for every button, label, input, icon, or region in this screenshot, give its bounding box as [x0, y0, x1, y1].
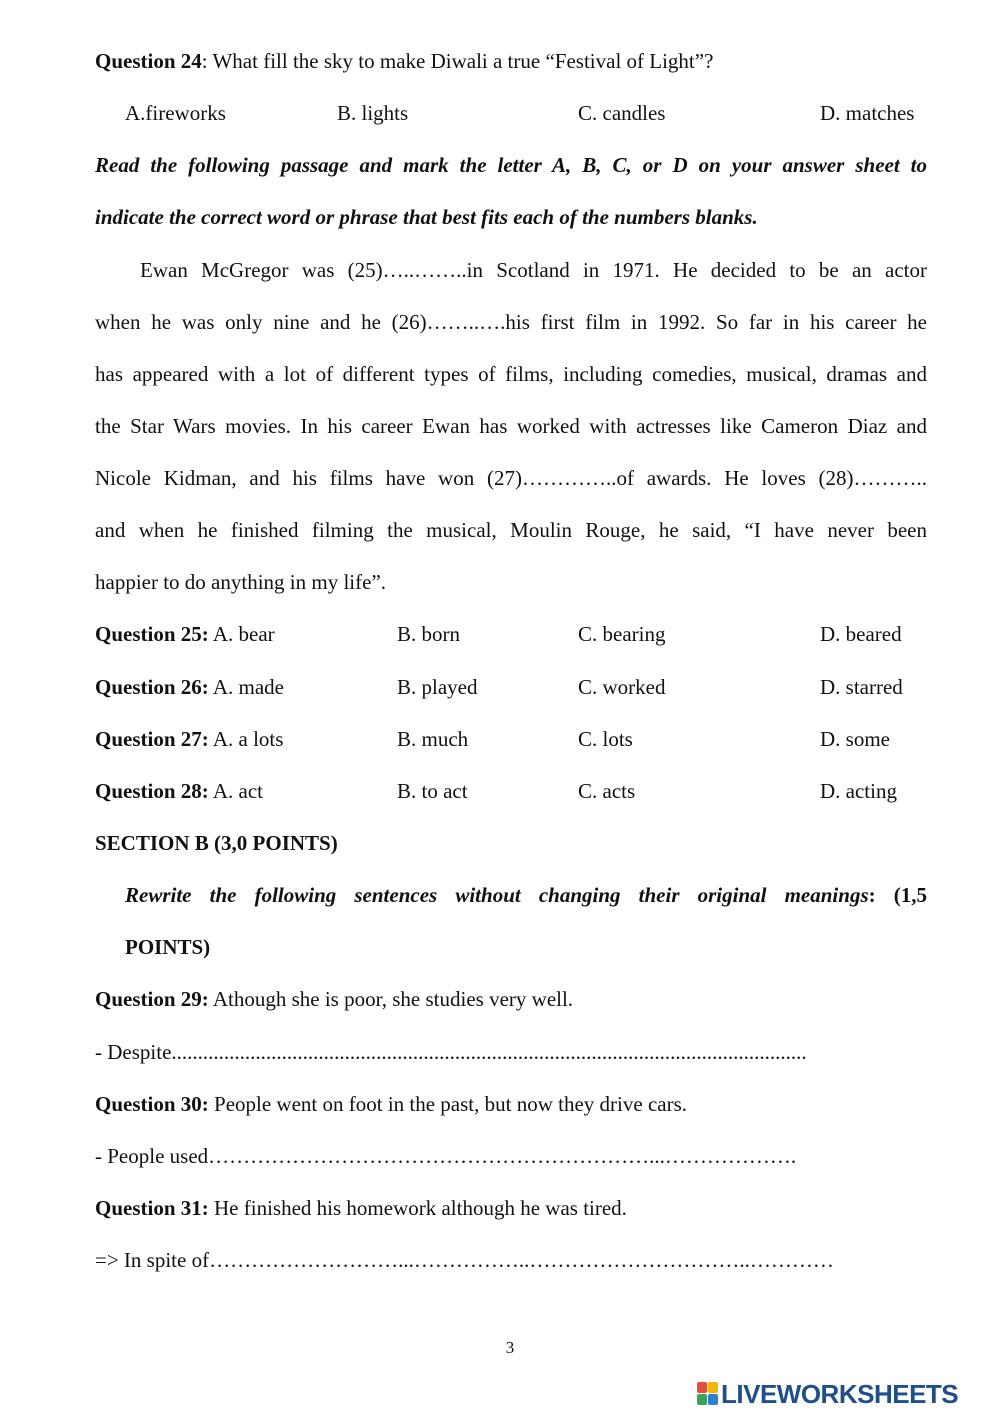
- option-d: D. starred: [820, 675, 903, 699]
- option-a: A. made: [212, 675, 285, 699]
- option-d: D. some: [820, 727, 890, 751]
- passage-line-2: when he was only nine and he (26)……..….his first film in 1992. So far in his career he: [95, 310, 927, 334]
- option-a: A. a lots: [212, 727, 284, 751]
- question-label: Question 28:: [95, 779, 209, 803]
- question-29: [95, 986, 573, 1012]
- rewrite-instruction: [125, 882, 927, 908]
- page-number: 3: [505, 1338, 515, 1357]
- question-text: He finished his homework although he was tired.: [208, 1196, 627, 1220]
- option-d: D. beared: [820, 622, 902, 646]
- question-text: People went on foot in the past, but now they drive cars.: [208, 1092, 687, 1116]
- q24-line: [95, 48, 713, 74]
- rewrite-points-line-2: POINTS): [125, 935, 211, 959]
- logo-text: LIVEWORKSHEETS: [721, 1378, 959, 1409]
- option-c: C. worked: [578, 675, 666, 699]
- answer-29-blank[interactable]: - Despite.........................................................................................................................: [95, 1040, 807, 1064]
- instruction-line-1: Read the following passage and mark the letter A, B, C, or D on your answer sheet to: [95, 153, 927, 177]
- option-c: C. acts: [578, 779, 636, 803]
- passage-line-3: has appeared with a lot of different types of films, including comedies, musical, dramas and: [95, 362, 927, 386]
- q24-option-d: D. matches: [820, 101, 915, 125]
- option-a: A. act: [212, 779, 264, 803]
- option-d: D. acting: [820, 779, 897, 803]
- question-text: Athough she is poor, she studies very well.: [208, 987, 574, 1011]
- question-label: Question 31:: [95, 1196, 209, 1220]
- liveworksheets-logo-icon: [697, 1382, 719, 1406]
- question-30: [95, 1091, 687, 1117]
- answer-30-blank[interactable]: - People used………………………………………………………...……………….: [95, 1144, 797, 1168]
- q24-text: : What fill the sky to make Diwali a true “Festival of Light”?: [201, 49, 714, 73]
- option-b: B. played: [397, 675, 478, 699]
- passage-line-5: Nicole Kidman, and his films have won (27)…………..of awards. He loves (28)………..: [95, 466, 927, 490]
- rewrite-instruction-text: Rewrite the following sentences without changing their original meanings: [125, 883, 869, 907]
- question-label: Question 26:: [95, 675, 209, 699]
- instruction-line-2: indicate the correct word or phrase that best fits each of the numbers blanks.: [95, 205, 758, 229]
- liveworksheets-logo: [697, 1378, 958, 1410]
- option-c: C. bearing: [578, 622, 666, 646]
- q24-option-b: B. lights: [337, 101, 409, 125]
- passage-line-4: the Star Wars movies. In his career Ewan has worked with actresses like Cameron Diaz and: [95, 414, 927, 438]
- answer-31-blank[interactable]: => In spite of………………………...……………..…………………………..…………: [95, 1248, 834, 1272]
- question-31: [95, 1195, 627, 1221]
- option-c: C. lots: [578, 727, 633, 751]
- option-b: B. born: [397, 622, 460, 646]
- rewrite-points: : (1,5: [868, 883, 927, 907]
- option-a: A. bear: [212, 622, 275, 646]
- passage-line-1: Ewan McGregor was (25)…..……..in Scotland in 1971. He decided to be an actor: [140, 258, 927, 282]
- option-b: B. to act: [397, 779, 468, 803]
- option-b: B. much: [397, 727, 469, 751]
- question-label: Question 29:: [95, 987, 209, 1011]
- passage-line-6: and when he finished filming the musical, Moulin Rouge, he said, “I have never been: [95, 518, 927, 542]
- question-label: Question 25:: [95, 622, 209, 646]
- question-label: Question 30:: [95, 1092, 209, 1116]
- section-b-title: SECTION B (3,0 POINTS): [95, 831, 338, 855]
- passage-line-7: happier to do anything in my life”.: [95, 570, 387, 594]
- q24-label: Question 24: [95, 49, 202, 73]
- question-label: Question 27:: [95, 727, 209, 751]
- q24-option-c: C. candles: [578, 101, 666, 125]
- q24-option-a: A.fireworks: [125, 101, 226, 125]
